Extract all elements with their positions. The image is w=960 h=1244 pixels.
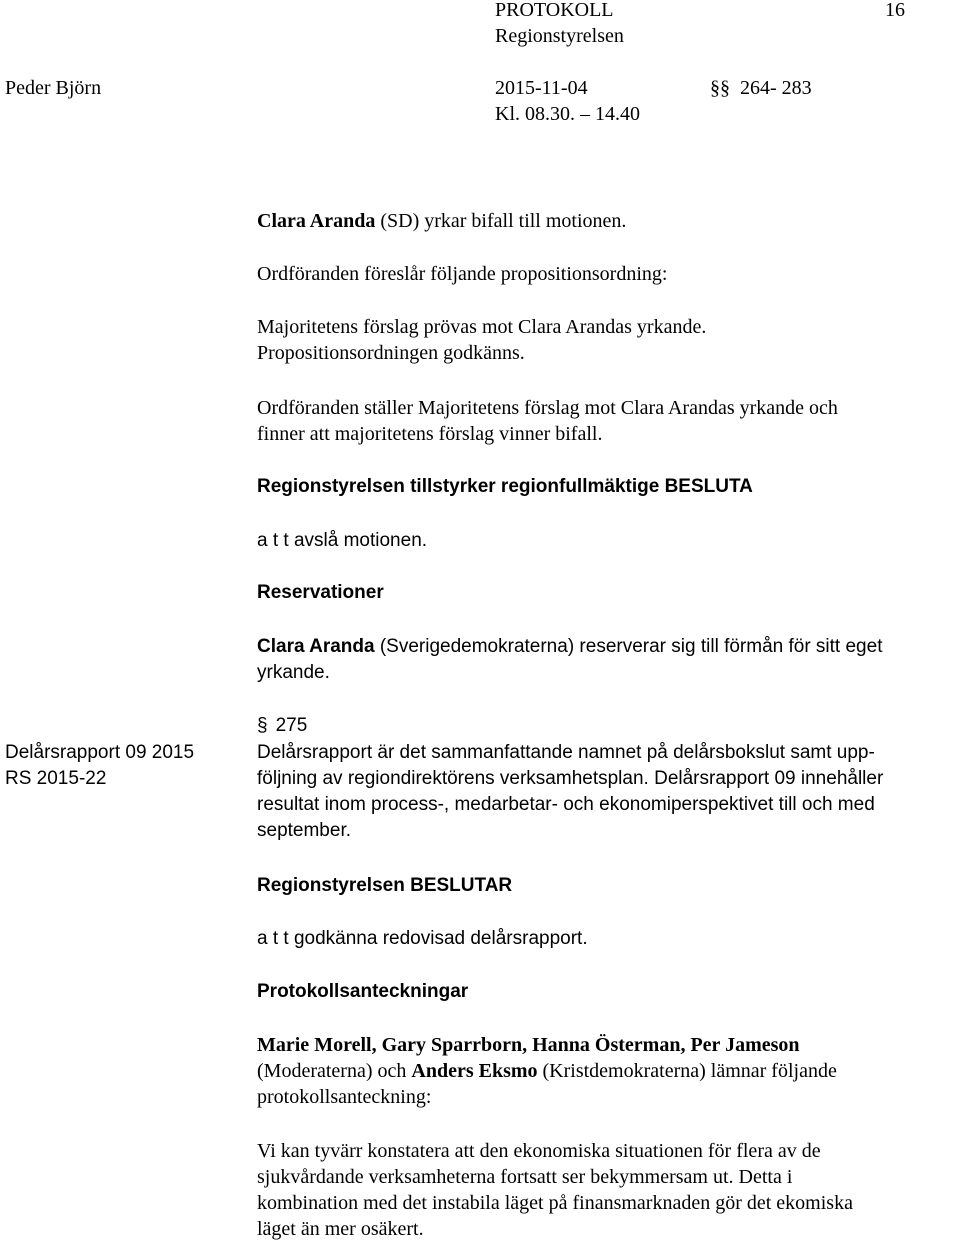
section-number-text: 275 <box>275 715 308 736</box>
paragraph-symbol: § <box>257 715 268 736</box>
proposition-line-1: Majoritetens förslag prövas mot Clara Arandas yrkande. <box>257 316 707 338</box>
author-name: Peder Björn <box>5 77 102 99</box>
organization-name: Regionstyrelsen <box>495 25 624 47</box>
page-number: 16 <box>885 0 905 21</box>
section-text-line-2: följning av regiondirektörens verksamhetsplan. Delårsrapport 09 innehåller <box>257 768 884 789</box>
party-text-1: (Moderaterna) och <box>257 1060 412 1082</box>
meeting-date: 2015-11-04 <box>495 77 588 99</box>
notes-heading: Protokollsanteckningar <box>257 981 469 1002</box>
note-line-3: kombination med det instabila läget på finansmarknaden gör det ekomiska <box>257 1192 853 1214</box>
decision-text: a t t avslå motionen. <box>257 530 428 551</box>
reservation-text: (Sverigedemokraterna) reserverar sig till förmån för sitt eget <box>374 636 883 657</box>
proposition-order-intro: Ordföranden föreslår följande propositionsordning: <box>257 263 668 285</box>
section-symbols: §§ <box>710 77 730 99</box>
notes-names-line-3: protokollsanteckning: <box>257 1086 432 1108</box>
notes-names-line-2 <box>257 1058 957 1084</box>
section-side-title: Delårsrapport 09 2015 <box>5 742 195 763</box>
document-type: PROTOKOLL <box>495 0 614 21</box>
meeting-time: Kl. 08.30. – 14.40 <box>495 103 640 125</box>
section-side-reference: RS 2015-22 <box>5 768 107 789</box>
signatory-name: Anders Eksmo <box>411 1060 538 1082</box>
proposal-text: (SD) yrkar bifall till motionen. <box>375 210 627 232</box>
chair-statement-line-2: finner att majoritetens förslag vinner bifall. <box>257 423 603 445</box>
section-number <box>257 713 957 739</box>
section-range-text: 264- 283 <box>740 77 812 99</box>
section-range <box>710 75 812 101</box>
note-line-2: sjukvårdande verksamheterna fortsatt ser bekymmersam ut. Detta i <box>257 1166 793 1188</box>
proposition-line-2: Propositionsordningen godkänns. <box>257 342 525 364</box>
reservation-name: Clara Aranda <box>257 636 375 657</box>
motion-proposal <box>257 208 957 234</box>
note-line-4: läget än mer osäkert. <box>257 1218 424 1240</box>
reservation-line-1 <box>257 634 957 660</box>
section-text-line-1: Delårsrapport är det sammanfattande namnet på delårsbokslut samt upp- <box>257 742 875 763</box>
chair-statement-line-1: Ordföranden ställer Majoritetens förslag mot Clara Arandas yrkande och <box>257 397 838 419</box>
section-decision-text: a t t godkänna redovisad delårsrapport. <box>257 928 588 949</box>
party-text-2: (Kristdemokraterna) lämnar följande <box>537 1060 837 1082</box>
reservation-line-2: yrkande. <box>257 662 330 683</box>
notes-names-line-1: Marie Morell, Gary Sparrborn, Hanna Österman, Per Jameson <box>257 1034 800 1056</box>
section-text-line-3: resultat inom process-, medarbetar- och ekonomiperspektivet till och med <box>257 794 875 815</box>
section-decision-heading: Regionstyrelsen BESLUTAR <box>257 875 513 896</box>
section-text-line-4: september. <box>257 820 351 841</box>
reservations-heading: Reservationer <box>257 582 384 603</box>
note-line-1: Vi kan tyvärr konstatera att den ekonomiska situationen för flera av de <box>257 1140 821 1162</box>
proposer-name: Clara Aranda <box>257 210 376 232</box>
decision-heading: Regionstyrelsen tillstyrker regionfullmäktige BESLUTA <box>257 476 753 497</box>
